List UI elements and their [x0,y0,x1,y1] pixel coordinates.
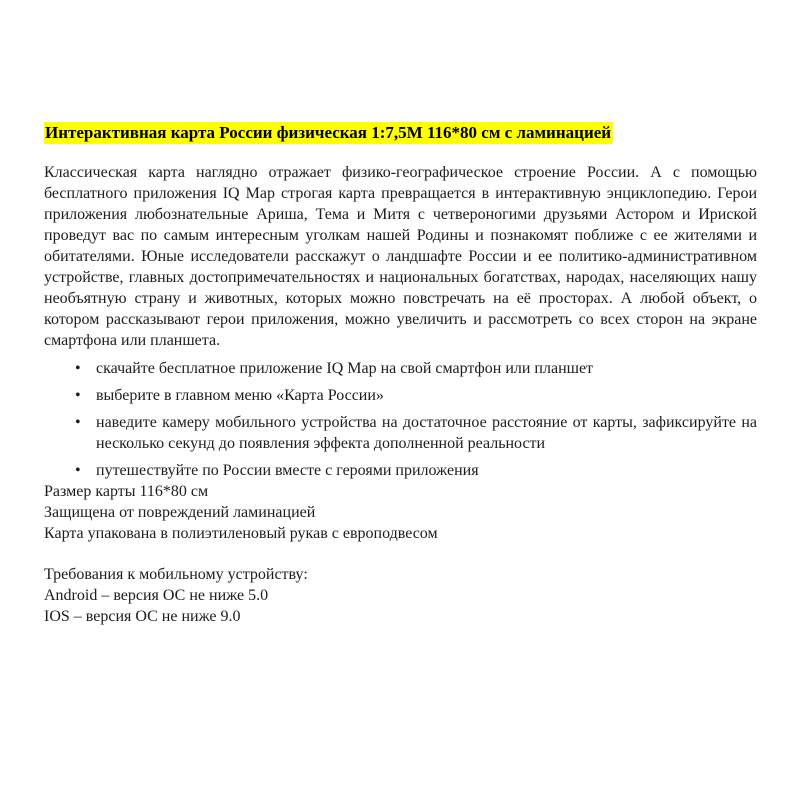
instruction-item [44,460,757,481]
product-title [44,119,757,147]
bullet-icon: • [75,414,81,431]
document-page [44,119,757,627]
instruction-item [44,385,757,406]
product-title-highlight: Интерактивная карта России физическая 1:7,5М 116*80 см с ламинацией [45,123,612,142]
bullet-icon: • [75,360,81,377]
instruction-text: скачайте бесплатное приложение IQ Map на свой смартфон или планшет [96,360,594,377]
spec-line-size: Размер карты 116*80 см [44,483,209,500]
requirement-android: Android – версия ОС не ниже 5.0 [44,587,269,604]
spec-line-lamination: Защищена от повреждений ламинацией [44,504,316,521]
instructions-list [44,358,757,481]
instruction-item [44,358,757,379]
device-requirements [44,564,757,627]
bullet-icon: • [75,387,81,404]
spec-line-packaging: Карта упакована в полиэтиленовый рукав с европодвесом [44,525,438,542]
bullet-icon: • [75,462,81,479]
instruction-text: выберите в главном меню «Карта России» [96,387,384,404]
product-specs [44,481,757,544]
instruction-text: путешествуйте по России вместе с героями приложения [96,462,479,479]
description-paragraph: Классическая карта наглядно отражает физико-географическое строение России. А с помощью бесплатного приложения IQ Map строгая карта превращается в интерактивную энциклопедию. Герои приложения любознательные Ариша, Тема и Митя с четвероногими друзьями Астором и Ириской проведут вас по самым интересным уголкам нашей Родины и познакомят поближе с ее жителями и обитателями. Юные исследователи расскажут о ландшафте России и ее политико-административном устройстве, главных достопримечательностях и национальных богатствах, народах, населяющих нашу необъятную страну и животных, которых можно повстречать на её просторах. А любой объект, о котором рассказывают герои приложения, можно увеличить и рассмотреть со всех сторон на экране смартфона или планшета. [44,164,757,349]
requirement-ios: IOS – версия ОС не ниже 9.0 [44,608,241,625]
instruction-text: наведите камеру мобильного устройства на достаточное расстояние от карты, зафиксируйте на несколько секунд до появления эффекта дополненной реальности [96,414,757,452]
requirements-heading: Требования к мобильному устройству: [44,566,308,583]
instruction-item [44,412,757,454]
